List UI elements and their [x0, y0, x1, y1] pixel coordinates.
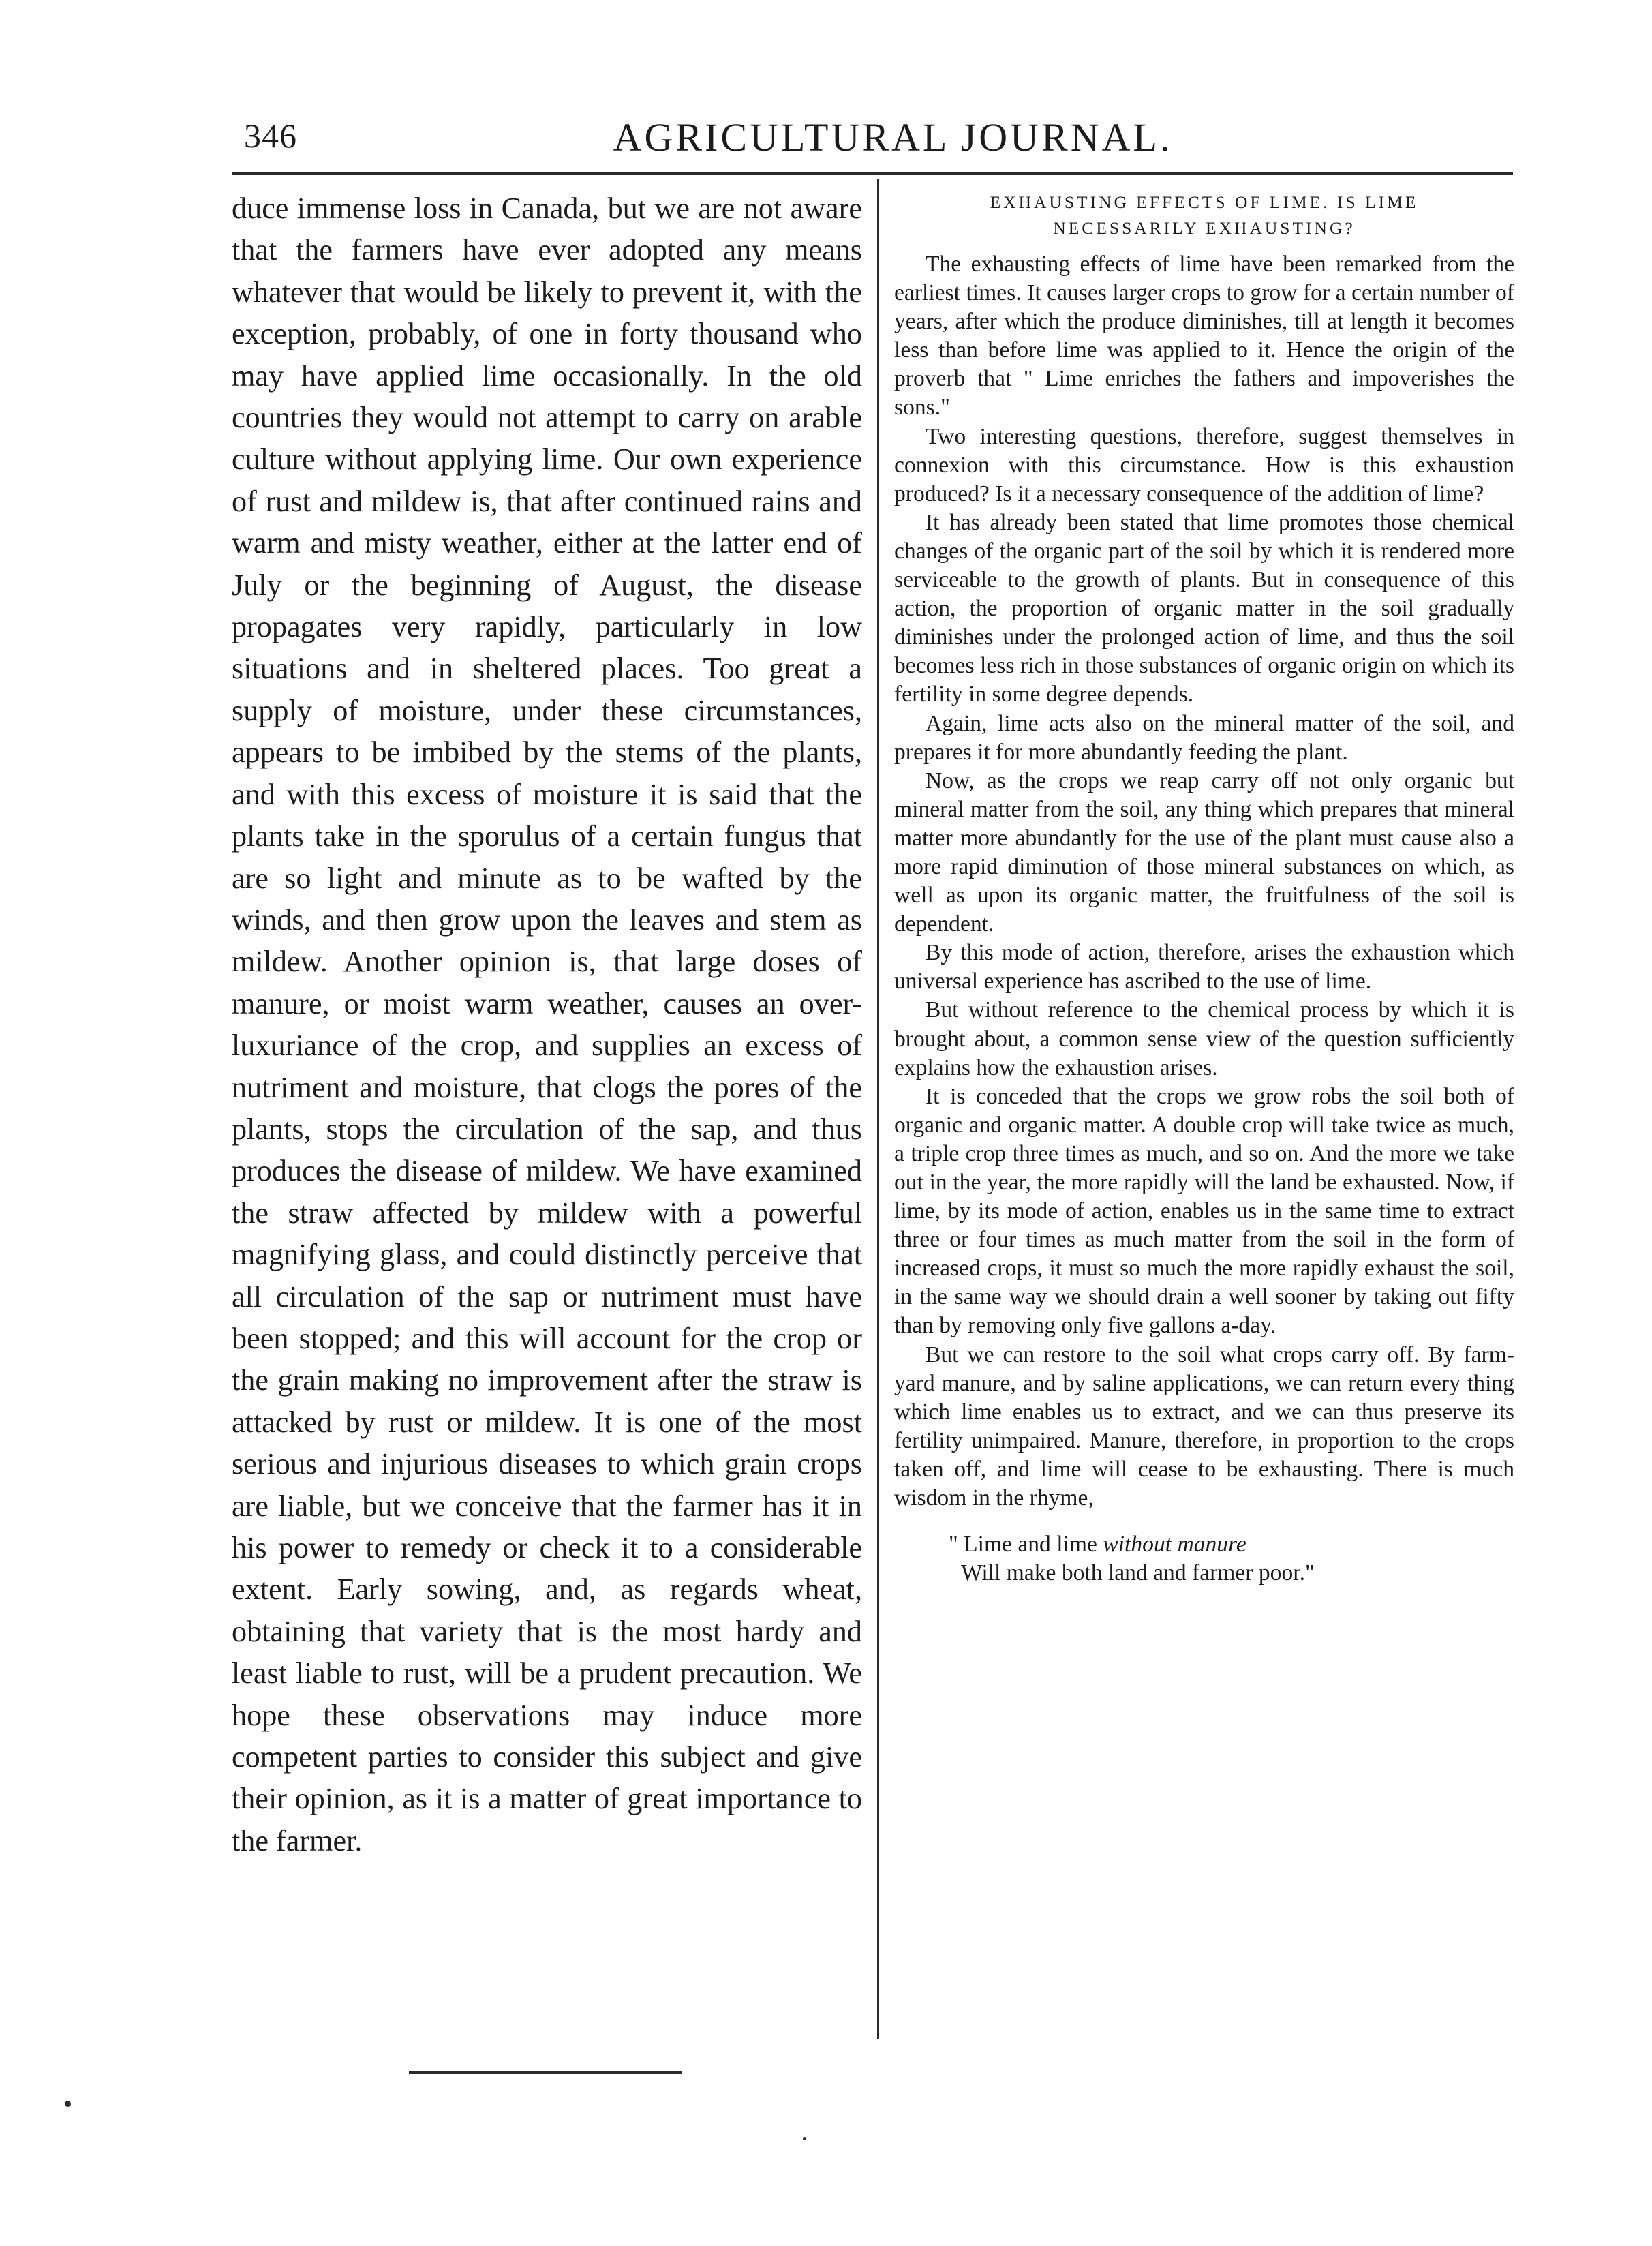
- right-column: [894, 189, 1514, 1588]
- column-divider: [877, 179, 879, 2039]
- right-paragraph-6: By this mode of action, therefore, arises the exhaustion which universal experience has ascribed to the use of lime.: [894, 940, 1514, 995]
- verse-line-2: Will make both land and farmer poor.": [961, 1560, 1315, 1586]
- page-number: 346: [244, 117, 297, 155]
- margin-speck-small: [803, 2137, 806, 2140]
- verse-line-1-start: " Lime and lime: [949, 1532, 1103, 1558]
- verse-line-1-italic: without manure: [1103, 1532, 1246, 1558]
- closing-rule: [409, 2071, 682, 2074]
- margin-speck: [65, 2101, 71, 2107]
- right-paragraph-9: But we can restore to the soil what crops carry off. By farm-yard manure, and by saline applications, we can return every thing which lime enables us to extract, and we can thus preserve its fertility unimpaired. Manure, therefore, in proportion to the crops taken off, and lime will cease to be exhausting. There is much wisdom in the rhyme,: [894, 1341, 1514, 1511]
- verse: [949, 1530, 1514, 1588]
- right-paragraph-5: Now, as the crops we reap carry off not only organic but mineral matter from the soil, any thing which prepares that mineral matter more abundantly for the use of the plant must cause also a more rapid diminution of those mineral substances on which, as well as upon its organic matter, the fruitfulness of the soil is dependent.: [894, 768, 1514, 937]
- section-heading-line-1: EXHAUSTING EFFECTS OF LIME. IS LIME: [990, 192, 1419, 212]
- right-paragraph-2: Two interesting questions, therefore, suggest themselves in connexion with this circumstance. How is this exhaustion produced? Is it a necessary consequence of the addition of lime?: [894, 423, 1514, 506]
- verse-line-1: [949, 1530, 1514, 1559]
- right-paragraph-8: It is conceded that the crops we grow robs the soil both of organic and organic matter. A double crop will take twice as much, a triple crop three times as much, and so on. And the more we take out in the year, the more rapidly will the land be exhausted. Now, if lime, by its mode of action, enables us in the same time to extract three or four times as much matter from the soil in the form of increased crops, it must so much the more rapidly exhaust the soil, in the same way we should drain a well sooner by taking out fifty than by removing only five gallons a-day.: [894, 1083, 1514, 1339]
- right-paragraph-1: The exhausting effects of lime have been remarked from the earliest times. It causes larger crops to grow for a certain number of years, after which the produce diminishes, till at length it becomes less than before lime was applied to it. Hence the origin of the proverb that " Lime enriches the fathers and impoverishes the sons.": [894, 252, 1514, 421]
- right-paragraph-4: Again, lime acts also on the mineral matter of the soil, and prepares it for more abundantly feeding the plant.: [894, 710, 1514, 765]
- section-heading-line-2: NECESSARILY EXHAUSTING?: [1053, 218, 1356, 238]
- left-column: [232, 187, 862, 1862]
- right-paragraph-3: It has already been stated that lime promotes those chemical changes of the organic part of the soil by which it is rendered more serviceable to the growth of plants. But in consequence of this action, the proportion of organic matter in the soil gradually diminishes under the prolonged action of lime, and thus the soil becomes less rich in those substances of organic origin on which its fertility in some degree depends.: [894, 509, 1514, 708]
- journal-title: AGRICULTURAL JOURNAL.: [613, 115, 1173, 160]
- header-rule: [232, 172, 1513, 175]
- right-paragraph-7: But without reference to the chemical process by which it is brought about, a common sense view of the question sufficiently explains how the exhaustion arises.: [894, 997, 1514, 1080]
- left-paragraph: duce immense loss in Canada, but we are not aware that the farmers have ever adopted any means whatever that would be likely to prevent it, with the exception, probably, of one in forty thousand who may have applied lime occasionally. In the old countries they would not attempt to carry on arable culture without applying lime. Our own experience of rust and mildew is, that after continued rains and warm and misty weather, either at the latter end of July or the beginning of August, the disease propagates very rapidly, particularly in low situations and in sheltered places. Too great a supply of moisture, under these circumstances, appears to be imbibed by the stems of the plants, and with this excess of moisture it is said that the plants take in the sporulus of a certain fungus that are so light and minute as to be wafted by the winds, and then grow upon the leaves and stem as mildew. Another opinion is, that large doses of manure, or moist warm weather, causes an over-luxuriance of the crop, and supplies an excess of nutriment and moisture, that clogs the pores of the plants, stops the circulation of the sap, and thus produces the disease of mildew. We have examined the straw affected by mildew with a powerful magnifying glass, and could distinctly perceive that all circulation of the sap or nutriment must have been stopped; and this will account for the crop or the grain making no improvement after the straw is attacked by rust or mildew. It is one of the most serious and injurious diseases to which grain crops are liable, but we conceive that the farmer has it in his power to remedy or check it to a considerable extent. Early sowing, and, as regards wheat, obtaining that variety that is the most hardy and least liable to rust, will be a prudent precaution. We hope these observations may induce more competent parties to consider this subject and give their opinion, as it is a matter of great importance to the farmer.: [232, 192, 862, 1857]
- section-heading: [894, 189, 1514, 241]
